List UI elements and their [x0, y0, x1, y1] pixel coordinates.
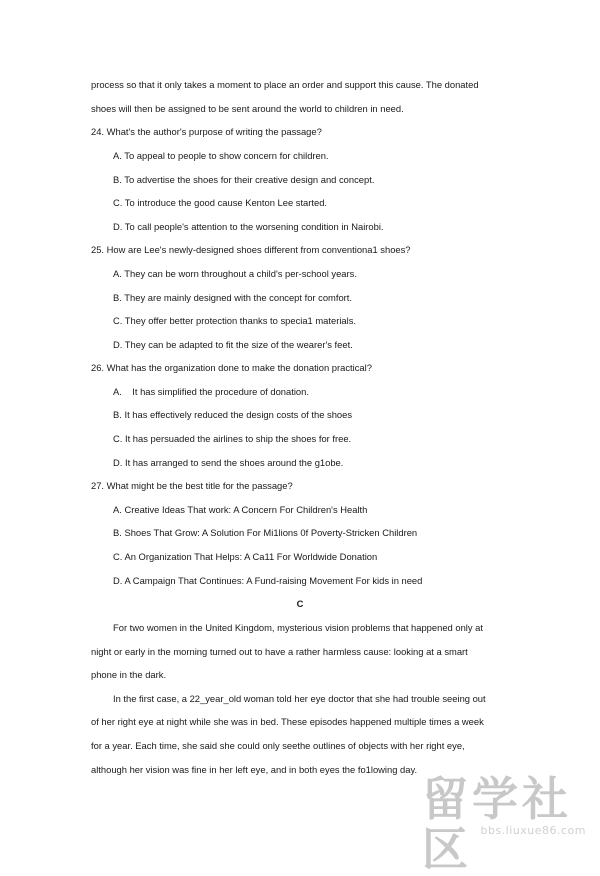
option-26-b: B. It has effectively reduced the design costs of the shoes [113, 409, 353, 420]
passage-c-line: for a year. Each time, she said she could only seethe outlines of objects with her right eye, [91, 740, 465, 751]
option-27-a: A. Creative Ideas That work: A Concern For Children's Health [113, 504, 368, 515]
option-25-c: C. They offer better protection thanks to specia1 materials. [113, 315, 357, 326]
option-24-b: B. To advertise the shoes for their creative design and concept. [113, 174, 375, 185]
question-stem-24: 24. What's the author's purpose of writing the passage? [91, 126, 322, 137]
passage-c-line: of her right eye at night while she was in bed. These episodes happened multiple times a week [91, 716, 484, 727]
option-26-a: A. It has simplified the procedure of donation. [113, 386, 309, 397]
passage-c-line: phone in the dark. [91, 669, 167, 680]
option-25-b: B. They are mainly designed with the concept for comfort. [113, 292, 353, 303]
option-25-d: D. They can be adapted to fit the size of the wearer's feet. [113, 339, 353, 350]
option-27-b: B. Shoes That Grow: A Solution For Mi1lions 0f Poverty-Stricken Children [113, 527, 418, 538]
question-stem-25: 25. How are Lee's newly-designed shoes different from conventiona1 shoes? [91, 244, 411, 255]
passage-c-line: night or early in the morning turned out to have a rather harmless cause: looking at a smart [91, 646, 468, 657]
watermark [422, 772, 594, 876]
option-27-c: C. An Organization That Helps: A Ca11 For Worldwide Donation [113, 551, 378, 562]
passage-c-line: In the first case, a 22_year_old woman told her eye doctor that she had trouble seeing out [113, 693, 486, 704]
option-27-d: D. A Campaign That Continues: A Fund-raising Movement For kids in need [113, 575, 423, 586]
passage-c-line: For two women in the United Kingdom, mysterious vision problems that happened only at [113, 622, 483, 633]
question-stem-26: 26. What has the organization done to make the donation practical? [91, 362, 372, 373]
passage-line: shoes will then be assigned to be sent around the world to children in need. [91, 103, 404, 114]
passage-line: process so that it only takes a moment to place an order and support this cause. The donated [91, 79, 479, 90]
watermark-logo: 留学社区 [422, 772, 572, 876]
option-26-c: C. It has persuaded the airlines to ship the shoes for free. [113, 433, 352, 444]
option-24-c: C. To introduce the good cause Kenton Lee started. [113, 197, 328, 208]
section-heading: C [296, 598, 304, 609]
question-stem-27: 27. What might be the best title for the passage? [91, 480, 293, 491]
option-24-d: D. To call people's attention to the worsening condition in Nairobi. [113, 221, 384, 232]
option-26-d: D. It has arranged to send the shoes around the g1obe. [113, 457, 344, 468]
option-25-a: A. They can be worn throughout a child's per-school years. [113, 268, 357, 279]
option-24-a: A. To appeal to people to show concern for children. [113, 150, 329, 161]
passage-c-line: although her vision was fine in her left eye, and in both eyes the fo1lowing day. [91, 764, 418, 775]
watermark-url: bbs.liuxue86.com [480, 824, 586, 837]
